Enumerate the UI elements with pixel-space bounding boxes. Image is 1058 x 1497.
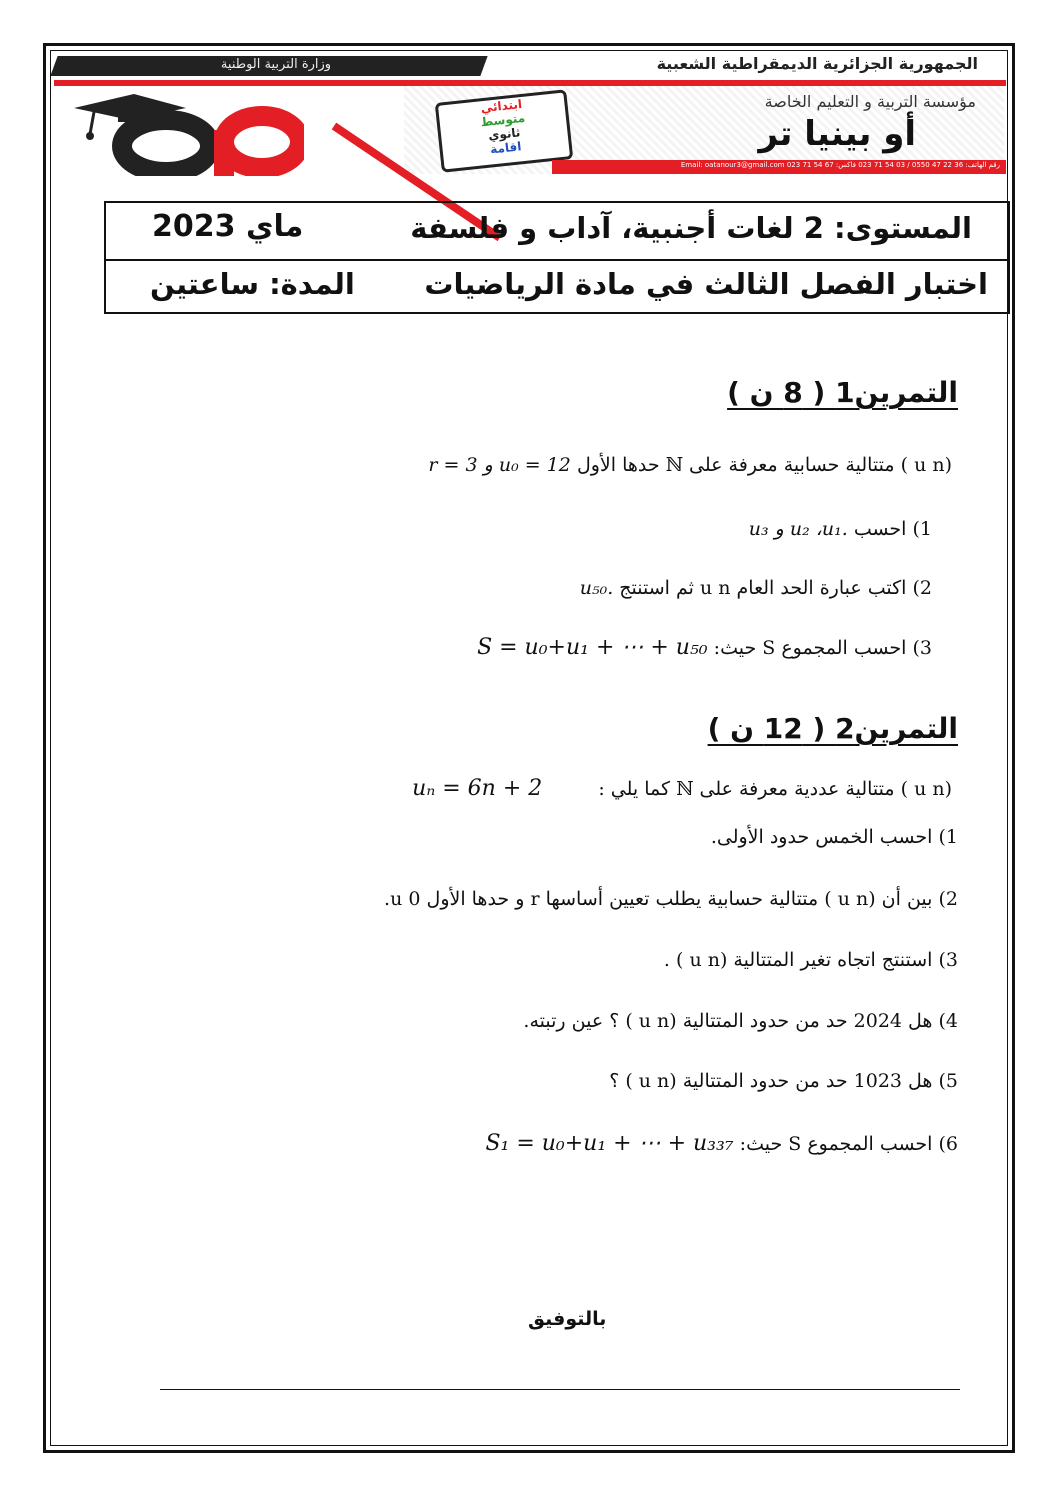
op-logo-icon xyxy=(74,90,304,176)
exercise2-title: التمرين2 ( 12 ن ) xyxy=(707,712,958,745)
exercise2-q6-math: S₁ = u₀+u₁ + ⋯ + u₃₃₇ xyxy=(485,1131,734,1156)
exercise1-q1 xyxy=(749,518,932,540)
info-row-level xyxy=(106,203,1008,258)
info-row-exam xyxy=(106,261,1008,316)
exercise1-intro-math: r = 3 و u₀ = 12 xyxy=(428,454,571,476)
exercise1-intro xyxy=(428,454,952,476)
month-text: ماي 2023 xyxy=(152,209,304,244)
exercise1-q1-math: u₃ و u₂ ،u₁. xyxy=(748,518,848,540)
exercise1-q3-text: 3) احسب المجموع S حيث: xyxy=(713,637,932,659)
ministry-label: وزارة التربية الوطنية xyxy=(220,57,332,72)
duration-text: المدة: ساعتين xyxy=(150,267,355,301)
closing-text: بالتوفيق xyxy=(528,1308,607,1330)
exercise1-intro-text: (u n ) متتالية حسابية معرفة على ℕ حدها الأول xyxy=(576,454,952,476)
red-stripe xyxy=(54,80,1006,86)
exercise1-q2-math: u₅₀. xyxy=(579,577,614,599)
exercise2-intro xyxy=(412,776,952,801)
exercise1-q2-text: 2) اكتب عبارة الحد العام u n ثم استنتج xyxy=(619,577,932,599)
level-text: المستوى: 2 لغات أجنبية، آداب و فلسفة xyxy=(410,211,972,245)
exercise1-q3 xyxy=(477,635,932,660)
exercise2-q4: 4) هل 2024 حد من حدود المتتالية (u n ) ؟ عين رتبته. xyxy=(523,1010,958,1032)
exam-title: اختبار الفصل الثالث في مادة الرياضيات xyxy=(424,267,988,301)
exercise1-q2 xyxy=(580,577,932,599)
exercise1-q3-math: S = u₀+u₁ + ⋯ + u₅₀ xyxy=(477,635,708,660)
exercise1-q1-text: 1) احسب xyxy=(853,518,932,540)
exam-info-table xyxy=(104,201,1010,314)
exercise1-title: التمرين1 ( 8 ن ) xyxy=(727,376,958,409)
exercise2-q1: 1) احسب الخمس حدود الأولى. xyxy=(710,826,958,848)
header-banner xyxy=(54,52,1006,174)
level-secondary: ثانوي xyxy=(487,125,521,143)
exercise2-q6-text: 6) احسب المجموع S حيث: xyxy=(739,1133,958,1155)
exercise2-q6 xyxy=(485,1131,958,1156)
exercise2-q3: 3) استنتج اتجاه تغير المتتالية (u n ) . xyxy=(663,949,958,971)
exercise2-intro-math: uₙ = 6n + 2 xyxy=(412,776,543,801)
level-middle: متوسط xyxy=(479,110,526,130)
institution-label: مؤسسة التربية و التعليم الخاصة xyxy=(764,92,976,111)
level-primary: ابتدائي xyxy=(480,97,523,116)
brand-name: أو بينيا تر xyxy=(758,114,916,154)
republic-label: الجمهورية الجزائرية الديمقراطية الشعبية xyxy=(656,54,978,73)
footer-rule xyxy=(160,1389,960,1390)
exercise2-q2: 2) بين أن (u n ) متتالية حسابية يطلب تعيين أساسها r و حدها الأول u 0. xyxy=(384,888,958,910)
level-boarding: اقامة xyxy=(489,139,523,157)
contact-strip xyxy=(552,160,1006,174)
exercise2-intro-text: (u n ) متتالية عددية معرفة على ℕ كما يلي : xyxy=(598,778,952,800)
contact-info: رقم الهاتف: 36 22 47 0550 / 03 54 71 023 فاكس: 67 54 71 023 Email: oatanour3@gmail.com xyxy=(680,161,1000,169)
exercise2-q5: 5) هل 1023 حد من حدود المتتالية (u n ) ؟ xyxy=(609,1070,958,1092)
